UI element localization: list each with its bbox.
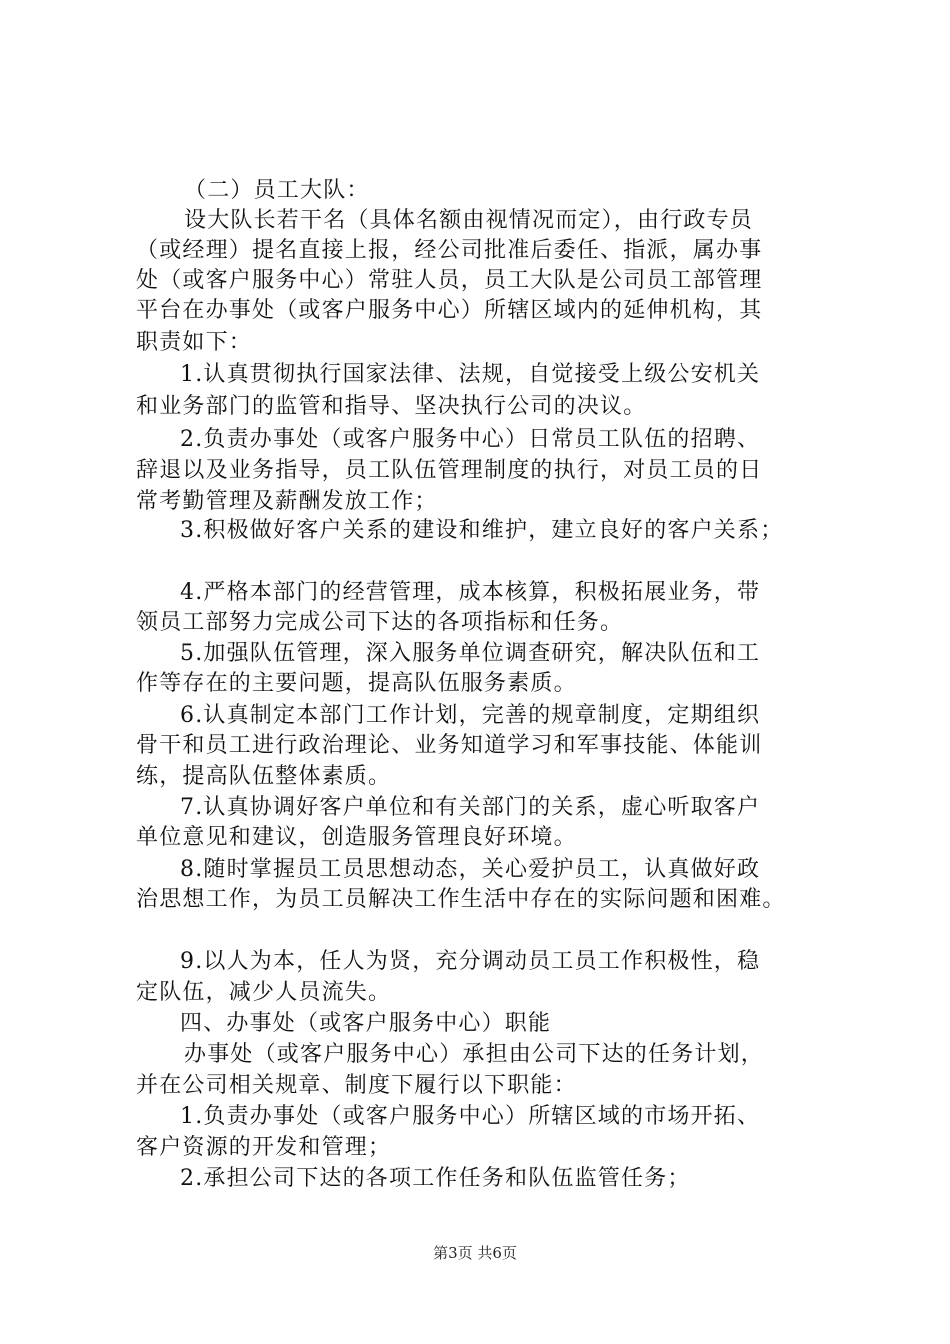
body-text-line: 办事处（或客户服务中心）承担由公司下达的任务计划， — [184, 1042, 765, 1067]
body-text-line: 并在公司相关规章、制度下履行以下职能： — [136, 1073, 577, 1098]
list-item: 3.积极做好客户关系的建设和维护，建立良好的客户关系； — [180, 518, 784, 543]
list-item: 2.负责办事处（或客户服务中心）日常员工队伍的招聘、 — [180, 427, 761, 452]
list-item: 5.加强队伍管理，深入服务单位调查研究，解决队伍和工 — [180, 641, 761, 666]
body-text-line: 作等存在的主要问题，提高队伍服务素质。 — [136, 671, 577, 696]
body-text-line: 辞退以及业务指导，员工队伍管理制度的执行，对员工员的日 — [136, 458, 763, 483]
body-text-line: 领员工部努力完成公司下达的各项指标和任务。 — [136, 610, 624, 635]
body-text-line: 练，提高队伍整体素质。 — [136, 764, 392, 789]
list-item: 2.承担公司下达的各项工作任务和队伍监管任务； — [180, 1166, 691, 1191]
list-item: 6.认真制定本部门工作计划，完善的规章制度，定期组织 — [180, 703, 761, 728]
body-text-line: 设大队长若干名（具体名额由视情况而定），由行政专员 — [184, 208, 754, 233]
list-item: 8.随时掌握员工员思想动态，关心爱护员工，认真做好政 — [180, 857, 761, 882]
list-item: 9.以人为本，任人为贤，充分调动员工员工作积极性，稳 — [180, 949, 761, 974]
page-number: 第3页 共6页 — [433, 1244, 517, 1262]
section-heading: （二）员工大队： — [184, 178, 370, 203]
body-text-line: （或经理）提名直接上报，经公司批准后委任、指派，属办事 — [136, 238, 763, 263]
body-text-line: 平台在办事处（或客户服务中心）所辖区域内的延伸机构，其 — [136, 298, 763, 323]
body-text-line: 定队伍，减少人员流失。 — [136, 980, 392, 1005]
list-item: 1.负责办事处（或客户服务中心）所辖区域的市场开拓、 — [180, 1104, 761, 1129]
body-text-line: 骨干和员工进行政治理论、业务知道学习和军事技能、体能训 — [136, 733, 763, 758]
body-text-line: 治思想工作，为员工员解决工作生活中存在的实际问题和困难。 — [136, 887, 786, 912]
body-text-line: 客户资源的开发和管理； — [136, 1135, 392, 1160]
list-item: 7.认真协调好客户单位和有关部门的关系，虚心听取客户 — [180, 795, 761, 820]
list-item: 1.认真贯彻执行国家法律、法规，自觉接受上级公安机关 — [180, 362, 761, 387]
body-text-line: 和业务部门的监管和指导、坚决执行公司的决议。 — [136, 394, 647, 419]
body-text-line: 职责如下： — [136, 330, 253, 355]
body-text-line: 单位意见和建议，创造服务管理良好环境。 — [136, 825, 577, 850]
body-text-line: 处（或客户服务中心）常驻人员，员工大队是公司员工部管理 — [136, 268, 763, 293]
section-heading: 四、办事处（或客户服务中心）职能 — [180, 1011, 552, 1036]
list-item: 4.严格本部门的经营管理，成本核算，积极拓展业务，带 — [180, 580, 761, 605]
body-text-line: 常考勤管理及薪酬发放工作； — [136, 489, 438, 514]
